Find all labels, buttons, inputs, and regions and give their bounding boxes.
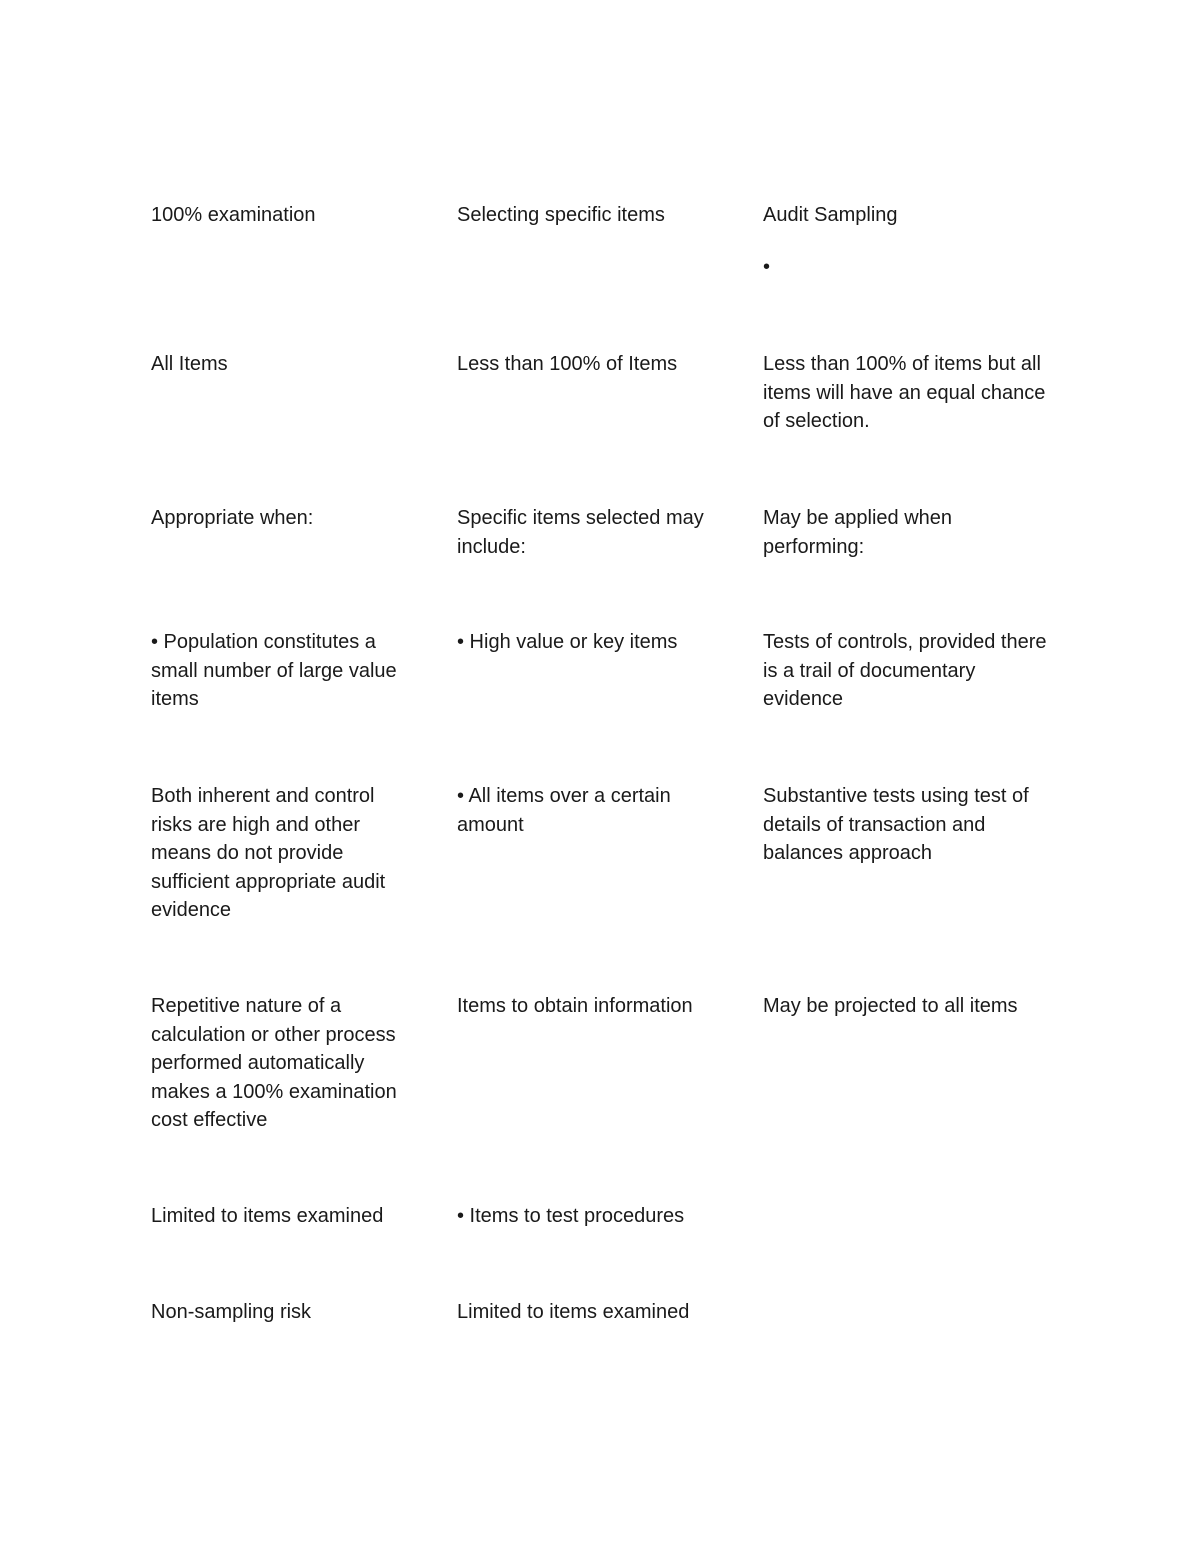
table-cell: • All items over a certain amount — [457, 785, 671, 836]
table-cell: Substantive tests using test of details of transaction and balances approach — [763, 785, 1029, 864]
table-cell: Tests of controls, provided there is a trail of documentary evidence — [763, 631, 1047, 710]
table-cell: Both inherent and control risks are high and other means do not provide sufficient appropriate audit evidence — [151, 785, 386, 921]
table-cell: All Items — [151, 353, 228, 375]
table-cell: Less than 100% of items but all items will have an equal chance of selection. — [763, 353, 1046, 432]
table-cell: Specific items selected may include: — [457, 507, 704, 558]
table-cell: Less than 100% of Items — [457, 353, 678, 375]
table-cell: May be applied when performing: — [763, 507, 953, 558]
table-cell: Non-sampling risk — [151, 1301, 312, 1323]
bullet-mark: • — [763, 256, 771, 278]
table-cell: May be projected to all items — [763, 995, 1018, 1017]
header-audit-sampling: Audit Sampling — [763, 204, 898, 226]
header-100-percent-examination: 100% examination — [151, 204, 316, 226]
table-cell: Appropriate when: — [151, 507, 314, 529]
header-selecting-specific-items: Selecting specific items — [457, 204, 665, 226]
table-cell: Limited to items examined — [457, 1301, 690, 1323]
table-cell: Repetitive nature of a calculation or other process performed automatically makes a 100% examination cost effective — [151, 995, 397, 1131]
table-cell: • Population constitutes a small number of large value items — [151, 631, 397, 710]
table-cell: • Items to test procedures — [457, 1205, 685, 1227]
table-cell: • High value or key items — [457, 631, 678, 653]
table-cell: Items to obtain information — [457, 995, 693, 1017]
table-cell: Limited to items examined — [151, 1205, 384, 1227]
